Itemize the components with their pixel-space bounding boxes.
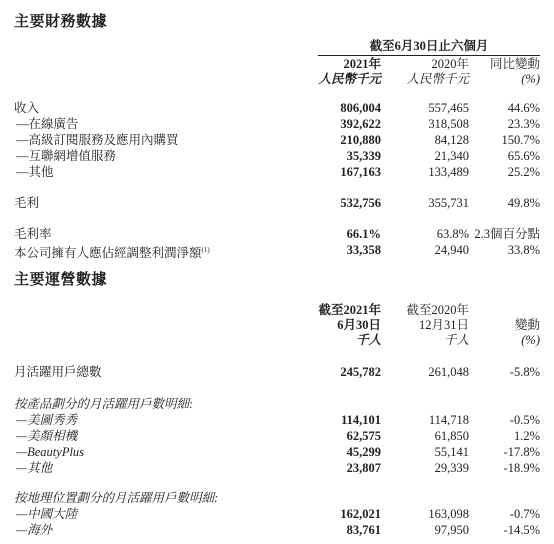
cell-change: 23.3% — [507, 117, 540, 131]
row-label: —美圖秀秀 — [16, 413, 78, 427]
cell-2021: 245,782 — [340, 365, 381, 379]
table-row-internet-vas — [14, 148, 540, 164]
col1-unit-header: 千人 — [355, 333, 381, 347]
col1-unit-header: 人民幣千元 — [318, 72, 381, 86]
table-row-revenue — [14, 100, 540, 116]
row-label: 毛利 — [14, 196, 40, 210]
cell-2020: 24,940 — [434, 243, 469, 257]
cell-2020: 261,048 — [428, 365, 469, 379]
row-label: —其他 — [16, 461, 53, 475]
row-label: —高級訂閱服務及應用內購買 — [16, 133, 179, 147]
cell-2020: 21,340 — [434, 149, 469, 163]
cell-change: -14.5% — [503, 523, 540, 537]
cell-change: 33.8% — [507, 243, 540, 257]
table-row-gross-margin — [14, 226, 540, 242]
cell-2020: 63.8% — [436, 227, 469, 241]
table-row-premium-subscription — [14, 132, 540, 148]
cell-2021: 62,575 — [346, 429, 381, 443]
cell-2021: 45,299 — [346, 445, 381, 459]
cell-change: -17.8% — [503, 445, 540, 459]
row-label: 毛利率 — [14, 227, 52, 241]
table-row-meitu-xiuxiu — [14, 412, 540, 428]
footnote-marker: (1) — [201, 246, 210, 254]
period-header: 截至6月30日止六個月 — [369, 39, 489, 53]
table-row-adjusted-net-profit — [14, 242, 540, 261]
table-row-overseas — [14, 522, 540, 538]
cell-2020: 163,098 — [428, 507, 469, 521]
cell-2020: 29,339 — [434, 461, 469, 475]
col1-year-header: 2021年 — [343, 57, 381, 71]
by-geo-subtitle — [14, 490, 540, 506]
cell-2020: 355,731 — [428, 196, 469, 210]
cell-change: 65.6% — [507, 149, 540, 163]
table-row-total-mau — [14, 364, 540, 380]
table-row-product-others — [14, 460, 540, 476]
cell-2021: 23,807 — [346, 461, 381, 475]
row-label: 月活躍用戶總數 — [14, 365, 102, 379]
table-row-others — [14, 164, 540, 180]
cell-change: 25.2% — [507, 165, 540, 179]
by-product-subtitle — [14, 396, 540, 412]
table-row-mainland-china — [14, 506, 540, 522]
cell-2021: 532,756 — [340, 196, 381, 210]
cell-change: -0.7% — [509, 507, 540, 521]
operating-section-title: 主要運營數據 — [14, 270, 108, 288]
cell-2020: 84,128 — [434, 133, 469, 147]
col2-date-header-line1: 截至2020年 — [406, 303, 469, 317]
row-label: —在線廣告 — [16, 117, 79, 131]
cell-2020: 557,465 — [428, 101, 469, 115]
cell-2021: 167,163 — [340, 165, 381, 179]
row-label-text: 本公司擁有人應佔經調整利潤淨額 — [14, 246, 202, 261]
table-row-beautyplus — [14, 444, 540, 460]
col3-change-header: 變動 — [514, 318, 540, 332]
cell-change: 49.8% — [507, 196, 540, 210]
cell-2021: 210,880 — [340, 133, 381, 147]
col1-date-header-line1: 截至2021年 — [318, 303, 381, 317]
cell-2020: 133,489 — [428, 165, 469, 179]
row-label: —其他 — [16, 165, 54, 179]
cell-change: -0.5% — [509, 413, 540, 427]
col3-pct-header: (%) — [521, 333, 540, 347]
cell-2020: 97,950 — [434, 523, 469, 537]
cell-change: -18.9% — [503, 461, 540, 475]
cell-2020: 55,141 — [434, 445, 469, 459]
cell-change: 1.2% — [513, 429, 540, 443]
row-label: —海外 — [16, 523, 53, 537]
table-row-gross-profit — [14, 195, 540, 211]
col2-date-header-line2: 12月31日 — [418, 318, 469, 332]
row-label: —BeautyPlus — [16, 445, 85, 459]
col2-unit-header: 千人 — [443, 333, 469, 347]
row-label — [14, 242, 210, 261]
cell-2021: 162,021 — [340, 507, 381, 521]
row-label: 按地理位置劃分的月活躍用戶數明細: — [14, 491, 219, 505]
financial-section-title: 主要財務數據 — [14, 12, 108, 30]
table-row-beautycam — [14, 428, 540, 444]
col3-pct-header: (%) — [521, 72, 540, 86]
row-label: 按產品劃分的月活躍用戶數明細: — [14, 397, 194, 411]
col2-year-header: 2020年 — [431, 57, 469, 71]
cell-change: 150.7% — [501, 133, 540, 147]
row-label: —美顏相機 — [16, 429, 78, 443]
table-row-online-ads — [14, 116, 540, 132]
cell-2021: 83,761 — [346, 523, 381, 537]
col1-date-header-line2: 6月30日 — [337, 318, 381, 332]
cell-2021: 114,101 — [341, 413, 381, 427]
col2-unit-header: 人民幣千元 — [406, 72, 469, 86]
cell-change: 2.3個百分點 — [474, 227, 540, 241]
cell-2021: 35,339 — [346, 149, 381, 163]
cell-change: -5.8% — [509, 365, 540, 379]
cell-2020: 114,718 — [428, 413, 469, 427]
col3-change-header: 同比變動 — [489, 57, 540, 71]
cell-change: 44.6% — [507, 101, 540, 115]
cell-2021: 392,622 — [340, 117, 381, 131]
row-label: 收入 — [14, 101, 40, 115]
cell-2021: 806,004 — [340, 101, 381, 115]
cell-2021: 33,358 — [346, 243, 381, 257]
cell-2020: 61,850 — [434, 429, 469, 443]
row-label: —中國大陸 — [16, 507, 78, 521]
cell-2021: 66.1% — [346, 227, 381, 241]
row-label: —互聯網增值服務 — [16, 149, 117, 163]
cell-2020: 318,508 — [428, 117, 469, 131]
